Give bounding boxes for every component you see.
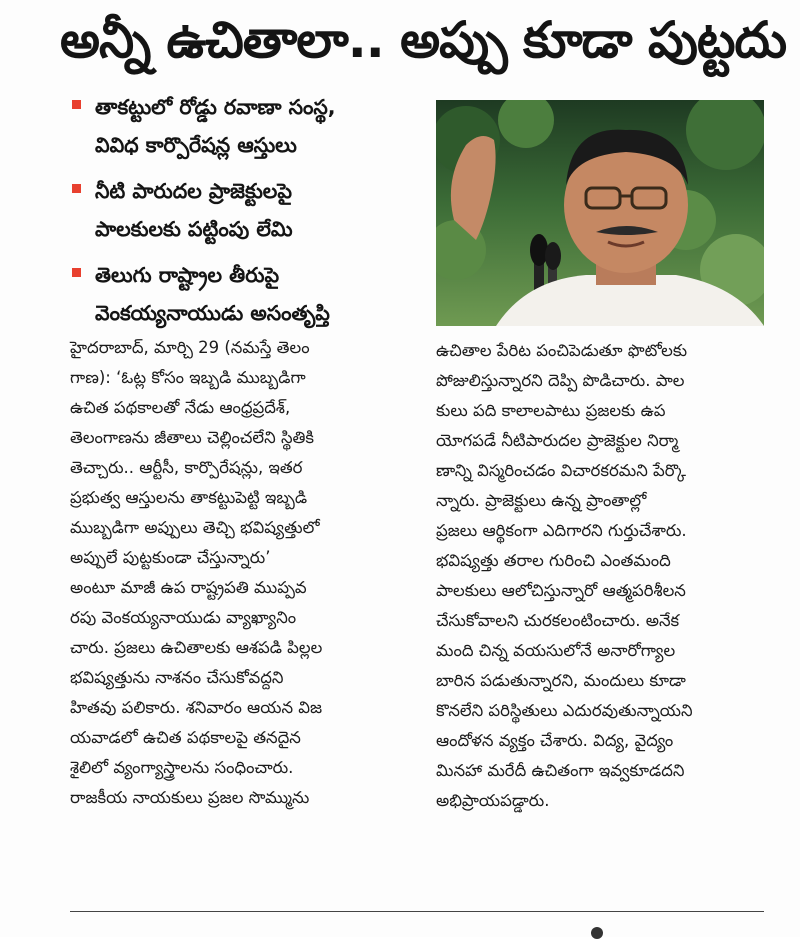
body-line: గాణ): ‘ఓట్ల కోసం ఇబ్బడి ముబ్బడిగా <box>70 368 306 387</box>
bullet-icon <box>72 184 81 193</box>
headline: అన్నీ ఉచితాలా.. అప్పు కూడా పుట్టదు <box>60 11 787 69</box>
body-line: రపు వెంకయ్యనాయుడు వ్యాఖ్యానిం <box>70 608 297 627</box>
body-line: ముబ్బడిగా అప్పులు తెచ్చి భవిష్యత్తులో <box>70 518 320 537</box>
body-line: హైదరాబాద్, మార్చి 29 (నమస్తే తెలం <box>70 338 310 357</box>
body-line: అంటూ మాజీ ఉప రాష్ట్రపతి ముప్పవ <box>70 578 307 597</box>
highlight-line: వెంకయ్యనాయుడు అసంతృప్తి <box>95 301 330 325</box>
body-line: రాజకీయ నాయకులు ప్రజల సొమ్మును <box>70 788 310 807</box>
highlight-line: తాకట్టులో రోడ్డు రవాణా సంస్థ, <box>95 95 336 119</box>
highlights-list <box>70 88 420 340</box>
body-line: అభిప్రాయపడ్డారు. <box>436 791 550 810</box>
body-line: పాలకులు ఆలోచిస్తున్నారో ఆత్మపరిశీలన <box>436 581 686 600</box>
bullet-icon <box>72 100 81 109</box>
body-line: శైలిలో వ్యంగ్యాస్త్రాలను సంధించారు. <box>70 758 294 777</box>
body-line: పోజులిస్తున్నారని దెప్పి పొడిచారు. పాల <box>436 371 685 390</box>
highlight-line: పాలకులకు పట్టింపు లేమి <box>95 217 293 241</box>
body-line: భవిష్యత్తు తరాల గురించి ఎంతమంది <box>436 551 671 570</box>
body-line: ప్రభుత్వ ఆస్తులను తాకట్టుపెట్టి ఇబ్బడి <box>70 488 308 507</box>
body-line: చేసుకోవాలని చురకలంటించారు. అనేక <box>436 611 680 630</box>
portrait-photo <box>436 100 764 326</box>
body-line: భవిష్యత్తును నాశనం చేసుకోవద్దని <box>70 668 284 687</box>
body-line: యవాడలో ఉచిత పథకాలపై తనదైన <box>70 728 301 747</box>
body-line: హితవు పలికారు. శనివారం ఆయన విజ <box>70 698 323 717</box>
highlight-line: తెలుగు రాష్ట్రాల తీరుపై <box>95 263 280 287</box>
highlight-line: వివిధ కార్పొరేషన్ల ఆస్తులు <box>95 133 297 157</box>
article-column-right <box>436 336 766 816</box>
body-line: ఉచిత పథకాలతో నేడు ఆంధ్రప్రదేశ్, <box>70 398 291 417</box>
article-column-left <box>70 333 415 813</box>
body-line: అప్పులే పుట్టకుండా చేస్తున్నారు’ <box>70 548 271 567</box>
body-line: బారిన పడుతున్నారని, మందులు కూడా <box>436 671 686 690</box>
page-dot-icon <box>591 927 603 939</box>
body-line: మినహా మరేదీ ఉచితంగా ఇవ్వకూడదని <box>436 761 685 780</box>
body-line: ణాన్ని విస్మరించడం విచారకరమని పేర్కొ <box>436 461 686 480</box>
body-line: చారు. ప్రజలు ఉచితాలకు ఆశపడి పిల్లల <box>70 638 323 657</box>
highlight-item <box>70 256 420 332</box>
bullet-icon <box>72 268 81 277</box>
body-line: మంది చిన్న వయసులోనే అనారోగ్యాల <box>436 641 676 660</box>
body-line: యోగపడే నీటిపారుదల ప్రాజెక్టుల నిర్మా <box>436 431 679 450</box>
body-line: కొనలేని పరిస్థితులు ఎదురవుతున్నాయని <box>436 701 693 720</box>
bottom-divider <box>70 911 764 912</box>
highlight-item <box>70 88 420 164</box>
highlight-line: నీటి పారుదల ప్రాజెక్టులపై <box>95 179 292 203</box>
body-line: న్నారు. ప్రాజెక్టులు ఉన్న ప్రాంతాల్లో <box>436 491 647 510</box>
body-line: ఉచితాల పేరిట పంచిపెడుతూ ఫొటోలకు <box>436 341 688 360</box>
highlight-item <box>70 172 420 248</box>
body-line: ఆందోళన వ్యక్తం చేశారు. విద్య, వైద్యం <box>436 731 674 750</box>
body-line: ప్రజలు ఆర్థికంగా ఎదిగారని గుర్తుచేశారు. <box>436 521 687 540</box>
body-line: తెచ్చారు.. ఆర్టీసీ, కార్పొరేషన్లు, ఇతర <box>70 458 303 477</box>
body-line: తెలంగాణను జీతాలు చెల్లించలేని స్థితికి <box>70 428 315 447</box>
body-line: కులు పది కాలాలపాటు ప్రజలకు ఉప <box>436 401 666 420</box>
